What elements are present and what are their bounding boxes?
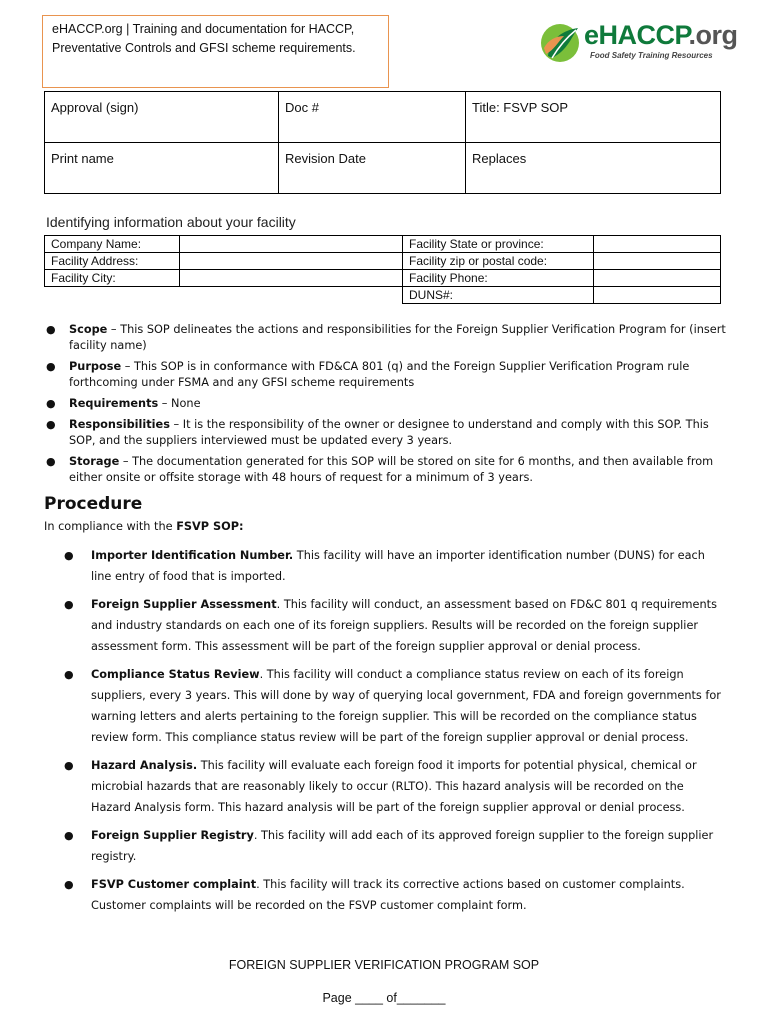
list-item: ● Importer Identification Number. This facility will have an importer identification number (DUNS) for each line entry of food that is imported. [62, 545, 722, 587]
procedure-list [62, 545, 722, 923]
list-item: ● Compliance Status Review. This facility will conduct a compliance status review on each of its foreign suppliers, every 3 years. This will done by way of querying local government, FDA and foreign governments for warning letters and alerts pertaining to the foreign supplier. This will be recorded on the compliance status review form. This compliance status review will be part of the foreign supplier approval or denial process. [62, 664, 722, 748]
bullet-icon: ● [46, 323, 56, 336]
facility-value [180, 270, 403, 287]
list-item: ● Scope – This SOP delineates the actions and responsibilities for the Foreign Supplier Verification Program for (insert facility name) [46, 323, 726, 352]
list-item: ● Foreign Supplier Assessment. This facility will conduct, an assessment based on FD&C 801 q requirements and industry standards on each one of its foreign suppliers. Results will be recorded on the foreign supplier assessment form. This assessment will be part of the foreign supplier approval or denial process. [62, 594, 722, 657]
bullet-icon: ● [64, 878, 74, 891]
facility-row [45, 253, 721, 270]
facility-label: Facility Address: [45, 253, 180, 270]
header-intro-text: eHACCP.org | Training and documentation for HACCP, Preventative Controls and GFSI scheme requirements. [52, 22, 356, 55]
bullet-icon: ● [46, 397, 56, 410]
facility-row [45, 236, 721, 253]
footer-title: FOREIGN SUPPLIER VERIFICATION PROGRAM SOP [228, 958, 540, 972]
approval-row [45, 143, 721, 194]
facility-value [594, 253, 721, 270]
facility-label: Facility Phone: [403, 270, 594, 287]
list-item: ● Foreign Supplier Registry. This facility will add each of its approved foreign supplier to the foreign supplier registry. [62, 825, 722, 867]
bullet-icon: ● [64, 668, 74, 681]
facility-section-title: Identifying information about your facility [46, 214, 296, 230]
logo-wordmark: eHACCP.org [584, 20, 738, 50]
facility-value [594, 236, 721, 253]
procedure-heading: Procedure [44, 494, 143, 514]
doc-number-cell: Doc # [279, 92, 466, 143]
approval-table [44, 91, 721, 194]
list-item: ● Responsibilities – It is the responsibility of the owner or designee to understand and comply with this SOP. This SOP, and the suppliers interviewed must be updated every 3 years. [46, 418, 709, 447]
bullet-icon: ● [46, 360, 56, 373]
facility-label: DUNS#: [403, 287, 594, 304]
facility-label: Facility City: [45, 270, 180, 287]
facility-value [594, 270, 721, 287]
leaf-logo-icon [538, 20, 584, 66]
facility-label: Facility State or province: [403, 236, 594, 253]
facility-value [180, 236, 403, 253]
bullet-icon: ● [64, 549, 74, 562]
logo-tagline: Food Safety Training Resources [590, 51, 713, 60]
sop-sections-list [44, 322, 728, 491]
facility-label: Company Name: [45, 236, 180, 253]
header-info-box [42, 15, 389, 88]
list-item: ● Requirements – None [46, 397, 201, 410]
approval-sign-cell: Approval (sign) [45, 92, 279, 143]
list-item: ● Hazard Analysis. This facility will evaluate each foreign food it imports for potential physical, chemical or microbial hazards that are reasonably likely to occur (RLTO). This hazard analysis will be recorded on the Hazard Analysis form. This hazard analysis will be part of the foreign supplier approval or denial process. [62, 755, 722, 818]
bullet-icon: ● [64, 829, 74, 842]
list-item: ● FSVP Customer complaint. This facility will track its corrective actions based on customer complaints. Customer complaints will be recorded on the FSVP customer complaint form. [62, 874, 722, 916]
ehaccp-logo [538, 18, 753, 68]
list-item: ● Purpose – This SOP is in conformance with FD&CA 801 (q) and the Foreign Supplier Verification Program rule forthcoming under FSMA and any GFSI scheme requirements [46, 360, 690, 389]
facility-value [594, 287, 721, 304]
bullet-icon: ● [46, 418, 56, 431]
bullet-icon: ● [64, 759, 74, 772]
facility-row [45, 287, 721, 304]
facility-label: Facility zip or postal code: [403, 253, 594, 270]
approval-row [45, 92, 721, 143]
print-name-cell: Print name [45, 143, 279, 194]
facility-value [180, 253, 403, 270]
procedure-intro: In compliance with the FSVP SOP: [44, 520, 244, 533]
bullet-icon: ● [46, 455, 56, 468]
replaces-cell: Replaces [466, 143, 721, 194]
facility-row [45, 270, 721, 287]
facility-empty [45, 287, 180, 304]
revision-date-cell: Revision Date [279, 143, 466, 194]
facility-empty [180, 287, 403, 304]
page-number-line: Page ____ of_______ [322, 991, 446, 1005]
facility-info-table [44, 235, 721, 304]
title-cell: Title: FSVP SOP [466, 92, 721, 143]
bullet-icon: ● [64, 598, 74, 611]
list-item: ● Storage – The documentation generated for this SOP will be stored on site for 6 months, and then available from either onsite or offsite storage with 48 hours of request for a minimum of 3 years. [46, 455, 714, 484]
